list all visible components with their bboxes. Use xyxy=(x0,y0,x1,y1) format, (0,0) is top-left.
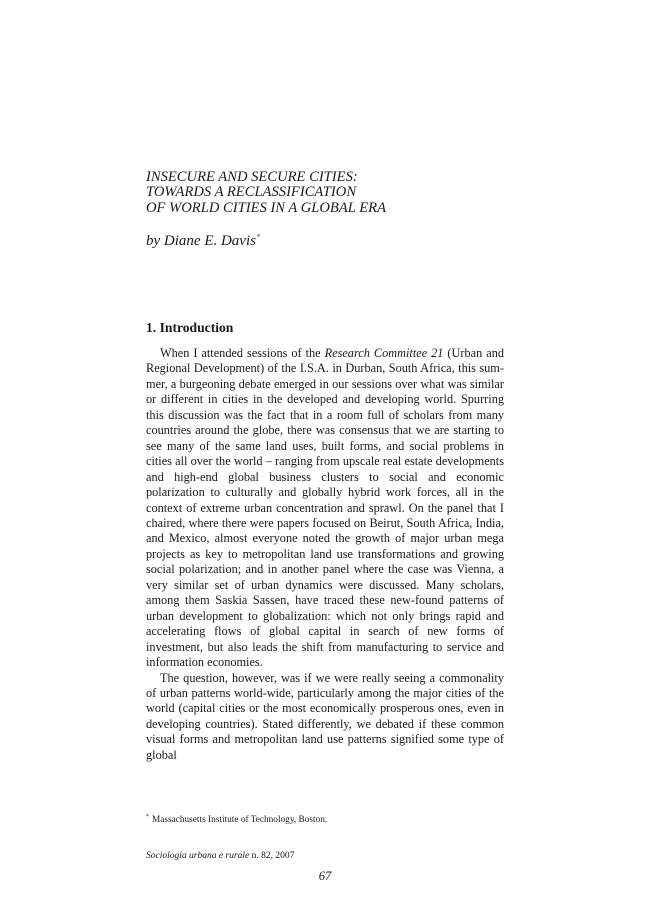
body-paragraph: The question, however, was if we were really seeing a commonality of urban patterns world-wide, particularly among the major cities of the world (capital cities or the most economically prosperous ones, even in developing countries). Stated differently, we debated if these common visual forms and metropolitan land use patterns signified some type of global xyxy=(146,670,504,762)
page-number: 67 xyxy=(318,869,332,883)
author-name: by Diane E. Davis xyxy=(146,233,256,249)
article-title xyxy=(146,170,504,216)
title-line: INSECURE AND SECURE CITIES: xyxy=(146,169,358,185)
section-heading: 1. Introduction xyxy=(146,320,234,335)
committee-name: Research Committee 21 xyxy=(324,346,444,360)
author-byline xyxy=(146,229,504,250)
author-footnote-mark: * xyxy=(256,233,261,241)
footnote xyxy=(146,812,504,826)
footnote-text: Massachusetts Institute of Technology, Boston. xyxy=(152,815,328,825)
title-line: TOWARDS A RECLASSIFICATION xyxy=(146,184,357,201)
journal-issue: n. 82, 2007 xyxy=(249,851,295,861)
journal-citation xyxy=(146,851,504,862)
paragraph-text: (Urban and Regional Development) of the I.S.A. in Durban, South Africa, this summer, a burgeoning debate emerged in our sessions over what was similar or different in cities in the developed and developing world. Spurring this discussion was the fact that in a room full of scholars from many countries around the globe, there was consensus that we are starting to see many of the same land uses, built forms, and social problems in cities all over the world – ranging from upscale real estate developments and high-end global business clusters to social and economic polarization to culturally and globally hybrid work forces, all in the context of extreme urban concentration and sprawl. On the panel that I chaired, where there were papers focused on Beirut, South Africa, India, and Mexico, almost everyone noted the growth of major urban mega projects as key to metropolitan land use transformations and growing social polarization; and in another panel where the case was Vienna, a very similar set of urban dynamics were discussed. Many scholars, among them Saskia Sassen, have traced these new-found patterns of urban development to globalization: which not only brings rapid and accelerating flows of global capital in search of new forms of investment, but also leads the shift from manufacturing to service and information economies. xyxy=(146,346,504,670)
paragraph-text: When I attended sessions of the xyxy=(160,346,325,360)
journal-name: Sociologia urbana e rurale xyxy=(146,851,250,861)
body-text xyxy=(146,346,504,763)
body-paragraph xyxy=(146,346,504,671)
title-line: OF WORLD CITIES IN A GLOBAL ERA xyxy=(146,199,386,216)
footnote-mark: * xyxy=(146,814,149,820)
